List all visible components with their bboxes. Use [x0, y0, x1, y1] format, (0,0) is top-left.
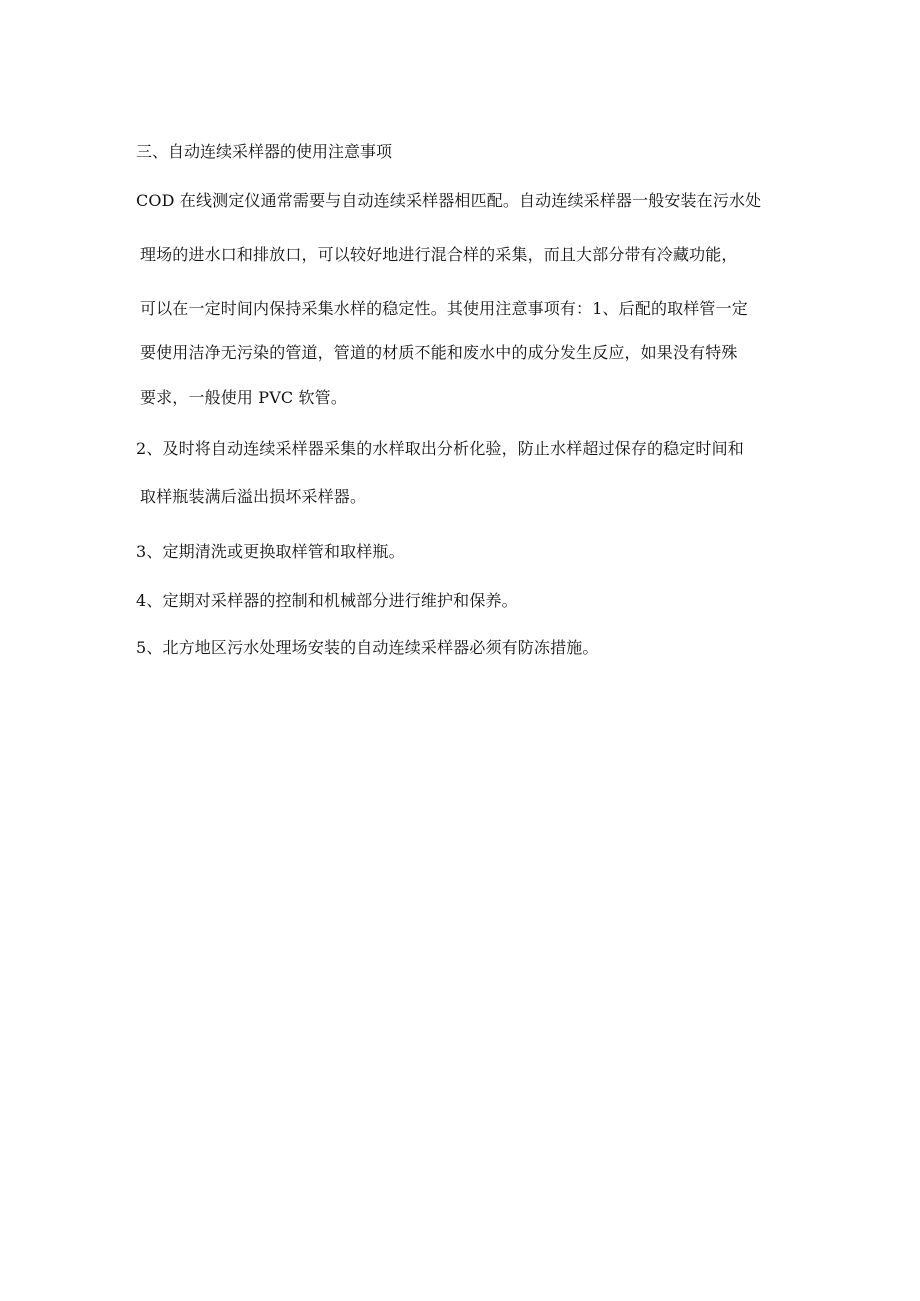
section-heading: 三、自动连续采样器的使用注意事项	[136, 142, 393, 161]
paragraph-1-line-5: 要求，一般使用 PVC 软管。	[140, 388, 347, 407]
paragraph-3-line-1: 3、定期清洗或更换取样管和取样瓶。	[136, 542, 405, 561]
paragraph-5-line-1: 5、北方地区污水处理场安装的自动连续采样器必须有防冻措施。	[136, 638, 599, 657]
paragraph-1-line-3: 可以在一定时间内保持采集水样的稳定性。其使用注意事项有：1、后配的取样管一定	[140, 299, 748, 318]
paragraph-1-line-2: 理场的进水口和排放口，可以较好地进行混合样的采集，而且大部分带有冷藏功能，	[140, 245, 738, 264]
paragraph-2-line-1: 2、及时将自动连续采样器采集的水样取出分析化验，防止水样超过保存的稳定时间和	[136, 439, 744, 458]
paragraph-1-line-1: COD 在线测定仪通常需要与自动连续采样器相匹配。自动连续采样器一般安装在污水处	[136, 191, 762, 210]
paragraph-1-line-4: 要使用洁净无污染的管道，管道的材质不能和废水中的成分发生反应，如果没有特殊	[140, 343, 738, 362]
paragraph-2-line-2: 取样瓶装满后溢出损坏采样器。	[140, 487, 367, 506]
paragraph-4-line-1: 4、定期对采样器的控制和机械部分进行维护和保养。	[136, 591, 518, 610]
